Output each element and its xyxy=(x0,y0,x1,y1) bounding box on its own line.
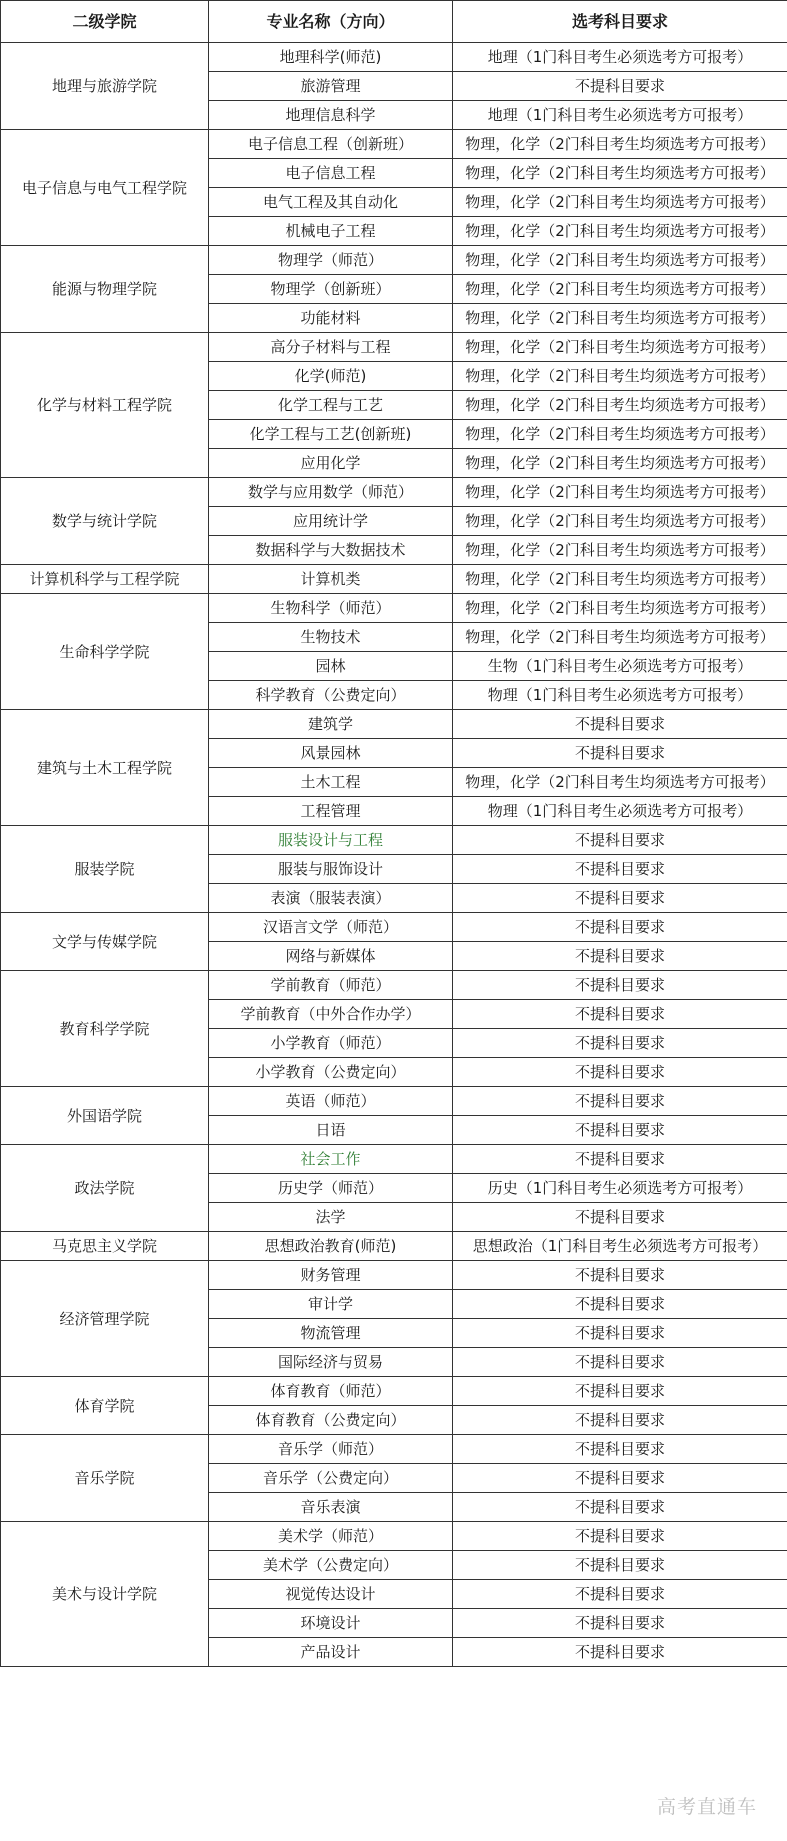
major-name-cell: 高分子材料与工程 xyxy=(209,333,453,362)
requirement-cell: 不提科目要求 xyxy=(453,1435,787,1464)
major-name-cell: 服装与服饰设计 xyxy=(209,855,453,884)
major-name-cell: 社会工作 xyxy=(209,1145,453,1174)
header-row xyxy=(1,1,787,43)
college-name-cell: 计算机科学与工程学院 xyxy=(1,565,209,594)
requirement-cell: 不提科目要求 xyxy=(453,1580,787,1609)
major-name-cell: 汉语言文学（师范） xyxy=(209,913,453,942)
requirement-cell: 不提科目要求 xyxy=(453,1377,787,1406)
table-row xyxy=(1,333,787,362)
major-name-cell: 土木工程 xyxy=(209,768,453,797)
requirement-cell: 物理，化学（2门科目考生均须选考方可报考） xyxy=(453,594,787,623)
requirement-cell: 不提科目要求 xyxy=(453,1058,787,1087)
major-name-cell: 数学与应用数学（师范） xyxy=(209,478,453,507)
table-row xyxy=(1,913,787,942)
requirement-cell: 不提科目要求 xyxy=(453,1493,787,1522)
requirement-cell: 不提科目要求 xyxy=(453,1319,787,1348)
major-name-cell: 小学教育（师范） xyxy=(209,1029,453,1058)
major-name-cell: 音乐学（师范） xyxy=(209,1435,453,1464)
requirement-cell: 物理，化学（2门科目考生均须选考方可报考） xyxy=(453,507,787,536)
major-name-cell: 美术学（师范） xyxy=(209,1522,453,1551)
major-name-cell: 化学工程与工艺 xyxy=(209,391,453,420)
college-name-cell: 服装学院 xyxy=(1,826,209,913)
requirement-cell: 不提科目要求 xyxy=(453,1290,787,1319)
header-college: 二级学院 xyxy=(1,1,209,43)
requirement-cell: 不提科目要求 xyxy=(453,72,787,101)
requirement-cell: 不提科目要求 xyxy=(453,942,787,971)
major-name-cell: 网络与新媒体 xyxy=(209,942,453,971)
requirement-cell: 生物（1门科目考生必须选考方可报考） xyxy=(453,652,787,681)
major-name-cell: 产品设计 xyxy=(209,1638,453,1667)
requirement-cell: 不提科目要求 xyxy=(453,1609,787,1638)
college-name-cell: 马克思主义学院 xyxy=(1,1232,209,1261)
requirement-cell: 物理，化学（2门科目考生均须选考方可报考） xyxy=(453,159,787,188)
table-row xyxy=(1,1232,787,1261)
major-name-cell: 学前教育（师范） xyxy=(209,971,453,1000)
table-row xyxy=(1,1087,787,1116)
table-row xyxy=(1,1261,787,1290)
requirement-cell: 不提科目要求 xyxy=(453,826,787,855)
requirement-cell: 物理（1门科目考生必须选考方可报考） xyxy=(453,681,787,710)
table-body xyxy=(1,43,787,1667)
requirement-cell: 不提科目要求 xyxy=(453,1145,787,1174)
major-name-cell: 应用统计学 xyxy=(209,507,453,536)
major-name-cell: 物流管理 xyxy=(209,1319,453,1348)
major-name-cell: 工程管理 xyxy=(209,797,453,826)
major-name-cell: 表演（服装表演） xyxy=(209,884,453,913)
major-name-cell: 科学教育（公费定向） xyxy=(209,681,453,710)
requirement-cell: 物理，化学（2门科目考生均须选考方可报考） xyxy=(453,565,787,594)
requirement-cell: 不提科目要求 xyxy=(453,1029,787,1058)
major-name-cell: 日语 xyxy=(209,1116,453,1145)
major-name-cell: 生物技术 xyxy=(209,623,453,652)
major-name-cell: 园林 xyxy=(209,652,453,681)
requirement-cell: 物理，化学（2门科目考生均须选考方可报考） xyxy=(453,623,787,652)
college-name-cell: 化学与材料工程学院 xyxy=(1,333,209,478)
major-name-cell: 物理学（师范） xyxy=(209,246,453,275)
requirement-cell: 不提科目要求 xyxy=(453,1261,787,1290)
major-name-cell: 计算机类 xyxy=(209,565,453,594)
requirement-cell: 不提科目要求 xyxy=(453,855,787,884)
requirement-cell: 不提科目要求 xyxy=(453,739,787,768)
requirement-cell: 物理，化学（2门科目考生均须选考方可报考） xyxy=(453,188,787,217)
major-name-cell: 电子信息工程（创新班） xyxy=(209,130,453,159)
major-name-cell: 旅游管理 xyxy=(209,72,453,101)
major-name-cell: 历史学（师范） xyxy=(209,1174,453,1203)
major-name-cell: 地理科学(师范) xyxy=(209,43,453,72)
table-row xyxy=(1,1377,787,1406)
requirement-cell: 不提科目要求 xyxy=(453,1522,787,1551)
major-name-cell: 体育教育（公费定向） xyxy=(209,1406,453,1435)
table-row xyxy=(1,478,787,507)
requirement-cell: 物理，化学（2门科目考生均须选考方可报考） xyxy=(453,333,787,362)
major-name-cell: 审计学 xyxy=(209,1290,453,1319)
college-name-cell: 教育科学学院 xyxy=(1,971,209,1087)
requirement-cell: 物理，化学（2门科目考生均须选考方可报考） xyxy=(453,217,787,246)
table-row xyxy=(1,826,787,855)
requirement-cell: 不提科目要求 xyxy=(453,971,787,1000)
major-name-cell: 电气工程及其自动化 xyxy=(209,188,453,217)
requirement-cell: 思想政治（1门科目考生必须选考方可报考） xyxy=(453,1232,787,1261)
major-name-cell: 生物科学（师范） xyxy=(209,594,453,623)
table-row xyxy=(1,130,787,159)
table-row xyxy=(1,1522,787,1551)
requirement-cell: 物理，化学（2门科目考生均须选考方可报考） xyxy=(453,420,787,449)
requirement-cell: 物理，化学（2门科目考生均须选考方可报考） xyxy=(453,362,787,391)
requirement-cell: 物理，化学（2门科目考生均须选考方可报考） xyxy=(453,391,787,420)
major-name-cell: 机械电子工程 xyxy=(209,217,453,246)
major-name-cell: 英语（师范） xyxy=(209,1087,453,1116)
header-major: 专业名称（方向） xyxy=(209,1,453,43)
major-name-cell: 体育教育（师范） xyxy=(209,1377,453,1406)
requirement-cell: 历史（1门科目考生必须选考方可报考） xyxy=(453,1174,787,1203)
table-row xyxy=(1,710,787,739)
requirement-cell: 不提科目要求 xyxy=(453,1116,787,1145)
major-name-cell: 小学教育（公费定向） xyxy=(209,1058,453,1087)
major-name-cell: 国际经济与贸易 xyxy=(209,1348,453,1377)
college-name-cell: 建筑与土木工程学院 xyxy=(1,710,209,826)
requirement-cell: 物理，化学（2门科目考生均须选考方可报考） xyxy=(453,246,787,275)
major-name-cell: 建筑学 xyxy=(209,710,453,739)
major-name-cell: 服装设计与工程 xyxy=(209,826,453,855)
requirement-cell: 物理，化学（2门科目考生均须选考方可报考） xyxy=(453,478,787,507)
table-row xyxy=(1,565,787,594)
major-name-cell: 化学(师范) xyxy=(209,362,453,391)
requirement-cell: 不提科目要求 xyxy=(453,1203,787,1232)
requirement-cell: 地理（1门科目考生必须选考方可报考） xyxy=(453,101,787,130)
table-row xyxy=(1,246,787,275)
requirement-cell: 不提科目要求 xyxy=(453,1464,787,1493)
major-name-cell: 物理学（创新班） xyxy=(209,275,453,304)
college-name-cell: 文学与传媒学院 xyxy=(1,913,209,971)
major-name-cell: 美术学（公费定向） xyxy=(209,1551,453,1580)
major-name-cell: 视觉传达设计 xyxy=(209,1580,453,1609)
major-name-cell: 地理信息科学 xyxy=(209,101,453,130)
college-name-cell: 电子信息与电气工程学院 xyxy=(1,130,209,246)
requirement-cell: 不提科目要求 xyxy=(453,1348,787,1377)
major-name-cell: 功能材料 xyxy=(209,304,453,333)
requirement-cell: 地理（1门科目考生必须选考方可报考） xyxy=(453,43,787,72)
major-name-cell: 应用化学 xyxy=(209,449,453,478)
major-name-cell: 音乐学（公费定向） xyxy=(209,1464,453,1493)
major-name-cell: 化学工程与工艺(创新班) xyxy=(209,420,453,449)
requirement-cell: 不提科目要求 xyxy=(453,1087,787,1116)
requirement-cell: 物理，化学（2门科目考生均须选考方可报考） xyxy=(453,449,787,478)
college-name-cell: 生命科学学院 xyxy=(1,594,209,710)
requirement-cell: 物理，化学（2门科目考生均须选考方可报考） xyxy=(453,304,787,333)
college-name-cell: 体育学院 xyxy=(1,1377,209,1435)
requirement-cell: 不提科目要求 xyxy=(453,1638,787,1667)
major-name-cell: 风景园林 xyxy=(209,739,453,768)
requirement-cell: 物理，化学（2门科目考生均须选考方可报考） xyxy=(453,275,787,304)
watermark-text: 高考直通车 xyxy=(656,1796,757,1818)
table-row xyxy=(1,971,787,1000)
requirement-cell: 不提科目要求 xyxy=(453,884,787,913)
requirement-cell: 物理（1门科目考生必须选考方可报考） xyxy=(453,797,787,826)
college-name-cell: 能源与物理学院 xyxy=(1,246,209,333)
header-requirement: 选考科目要求 xyxy=(453,1,787,43)
requirement-cell: 物理，化学（2门科目考生均须选考方可报考） xyxy=(453,536,787,565)
college-name-cell: 政法学院 xyxy=(1,1145,209,1232)
table-row xyxy=(1,1145,787,1174)
college-name-cell: 音乐学院 xyxy=(1,1435,209,1522)
table-row xyxy=(1,594,787,623)
requirement-cell: 不提科目要求 xyxy=(453,1406,787,1435)
major-name-cell: 电子信息工程 xyxy=(209,159,453,188)
college-name-cell: 地理与旅游学院 xyxy=(1,43,209,130)
major-name-cell: 数据科学与大数据技术 xyxy=(209,536,453,565)
major-name-cell: 思想政治教育(师范) xyxy=(209,1232,453,1261)
requirement-cell: 不提科目要求 xyxy=(453,913,787,942)
requirement-cell: 物理，化学（2门科目考生均须选考方可报考） xyxy=(453,768,787,797)
table-row xyxy=(1,43,787,72)
requirement-cell: 不提科目要求 xyxy=(453,1000,787,1029)
major-name-cell: 财务管理 xyxy=(209,1261,453,1290)
major-name-cell: 音乐表演 xyxy=(209,1493,453,1522)
college-name-cell: 美术与设计学院 xyxy=(1,1522,209,1667)
major-name-cell: 法学 xyxy=(209,1203,453,1232)
major-name-cell: 环境设计 xyxy=(209,1609,453,1638)
major-name-cell: 学前教育（中外合作办学） xyxy=(209,1000,453,1029)
college-name-cell: 经济管理学院 xyxy=(1,1261,209,1377)
college-name-cell: 外国语学院 xyxy=(1,1087,209,1145)
table-row xyxy=(1,1435,787,1464)
requirement-cell: 物理，化学（2门科目考生均须选考方可报考） xyxy=(453,130,787,159)
requirement-cell: 不提科目要求 xyxy=(453,710,787,739)
college-name-cell: 数学与统计学院 xyxy=(1,478,209,565)
requirement-cell: 不提科目要求 xyxy=(453,1551,787,1580)
